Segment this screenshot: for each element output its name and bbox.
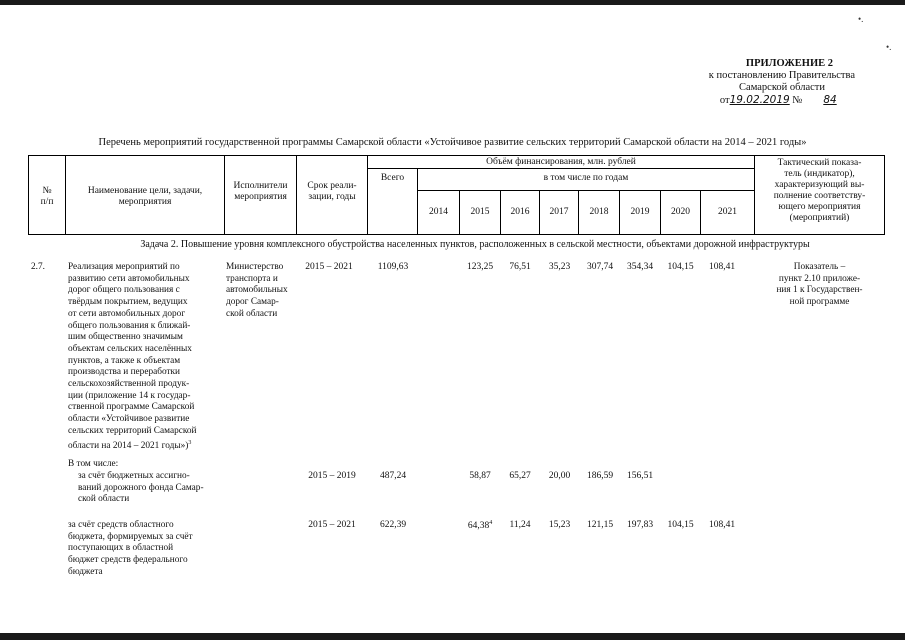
row-value-2019: 156,51 xyxy=(626,471,654,481)
footnote-mark: 3 xyxy=(188,439,192,446)
row-value-2018: 121,15 xyxy=(586,520,614,530)
year-header-2015: 2015 xyxy=(470,207,490,217)
row-number: 2.7. xyxy=(31,262,45,272)
year-header-2019: 2019 xyxy=(630,207,650,217)
number-prefix: № xyxy=(792,95,803,106)
row-executor: Министерство транспорта и автомобильных дорог Самар- ской области xyxy=(226,262,288,319)
row-value-2019: 354,34 xyxy=(626,262,654,272)
appendix-title: ПРИЛОЖЕНИЕ 2 xyxy=(745,58,833,69)
column-header-by-year: в том числе по годам xyxy=(543,173,629,183)
row-value-2016: 76,51 xyxy=(509,262,531,272)
appendix-line: Самарской области xyxy=(739,82,825,93)
row-value-2016: 11,24 xyxy=(509,520,531,530)
row-value-2017: 35,23 xyxy=(548,262,571,272)
row-value-2020: 104,15 xyxy=(667,520,694,530)
row-value-2019: 197,83 xyxy=(626,520,654,530)
year-header-2014: 2014 xyxy=(429,207,448,217)
row-total: 622,39 xyxy=(379,520,407,530)
column-header-funding: Объём финансирования, млн. рублей xyxy=(486,157,636,167)
appendix-line: к постановлению Правительства xyxy=(708,70,855,81)
year-header-2018: 2018 xyxy=(589,207,609,217)
row-value-2017: 20,00 xyxy=(548,471,571,481)
row-value-2015: 123,25 xyxy=(466,262,494,272)
row-indicator: Показатель – пункт 2.10 приложе- ния 1 к Государствен- ной программе xyxy=(776,262,863,308)
footnote-mark: 4 xyxy=(489,520,493,526)
row-value-2021: 108,41 xyxy=(708,262,736,272)
year-header-2020: 2020 xyxy=(671,207,690,217)
row-value-2015: 58,87 xyxy=(469,471,491,481)
row-value-2021: 108,41 xyxy=(708,520,736,530)
task-title: Задача 2. Повышение уровня комплексного обустройства населенных пунктов, расположенных в сельской местности, объектами дорожной инфраструктуры xyxy=(140,239,810,250)
handwritten-date: 19.02.2019 xyxy=(729,94,790,106)
document-title: Перечень мероприятий государственной программы Самарской области «Устойчивое развитие сельских территорий Самарской области на 2014 – 2021 годы» xyxy=(98,137,807,148)
column-header-total: Всего xyxy=(380,173,405,183)
year-header-2016: 2016 xyxy=(510,207,530,217)
column-header-name: Наименование цели, задачи, мероприятия xyxy=(87,186,203,207)
column-header-executors: Исполнители мероприятия xyxy=(233,181,288,202)
scan-mark: •. xyxy=(858,14,864,24)
year-header-2017: 2017 xyxy=(549,207,569,217)
row-term: 2015 – 2021 xyxy=(308,520,356,530)
column-header-indicator: Тактический показа- тель (индикатор), характеризующий вы- полнение соответству- ющего мероприятия (мероприятий) xyxy=(773,158,866,223)
column-header-number: № п/п xyxy=(40,186,54,207)
row-name: за счёт средств областного бюджета, формируемых за счёт поступающих в областной бюджет средств федерального бюджета xyxy=(68,520,193,577)
row-value-2018: 307,74 xyxy=(586,262,614,272)
appendix-date-line xyxy=(625,94,855,107)
scan-mark: •. xyxy=(886,42,892,52)
row-value-2015: 64,38$^4$ xyxy=(467,520,493,532)
row-subheading: В том числе: xyxy=(68,459,119,469)
row-value-2017: 15,23 xyxy=(548,520,571,530)
column-header-term: Срок реали- зации, годы xyxy=(307,181,357,202)
scan-bottom-border xyxy=(0,633,905,640)
row-total: 1109,63 xyxy=(377,262,409,272)
row-value-2016: 65,27 xyxy=(509,471,531,481)
row-name: Реализация мероприятий по развитию сети автомобильных дорог общего пользования с твёрдым покрытием, ведущих от сети автомобильных дорог общего пользования к ближай- шим общественно значимым объектам сельских населённых пунктов, а также к объектам производства и переработки сельскохозяйственной продук- ции (приложение 14 к государ- ственной программе Самарской области «Устойчивое развитие сельских территорий Самарской области на 2014 – 2021 годы»)$^3$ xyxy=(68,262,197,451)
row-value-2018: 186,59 xyxy=(586,471,614,481)
scan-top-border xyxy=(0,0,905,5)
appendix-header xyxy=(625,58,855,107)
date-prefix: от xyxy=(719,95,730,106)
year-header-2021: 2021 xyxy=(718,207,737,217)
handwritten-number: 84 xyxy=(823,94,837,106)
row-name: за счёт бюджетных ассигно- ваний дорожного фонда Самар- ской области xyxy=(78,471,204,505)
row-total: 487,24 xyxy=(379,471,407,481)
row-term: 2015 – 2021 xyxy=(305,262,353,272)
row-term: 2015 – 2019 xyxy=(308,471,356,481)
row-value-2020: 104,15 xyxy=(667,262,694,272)
